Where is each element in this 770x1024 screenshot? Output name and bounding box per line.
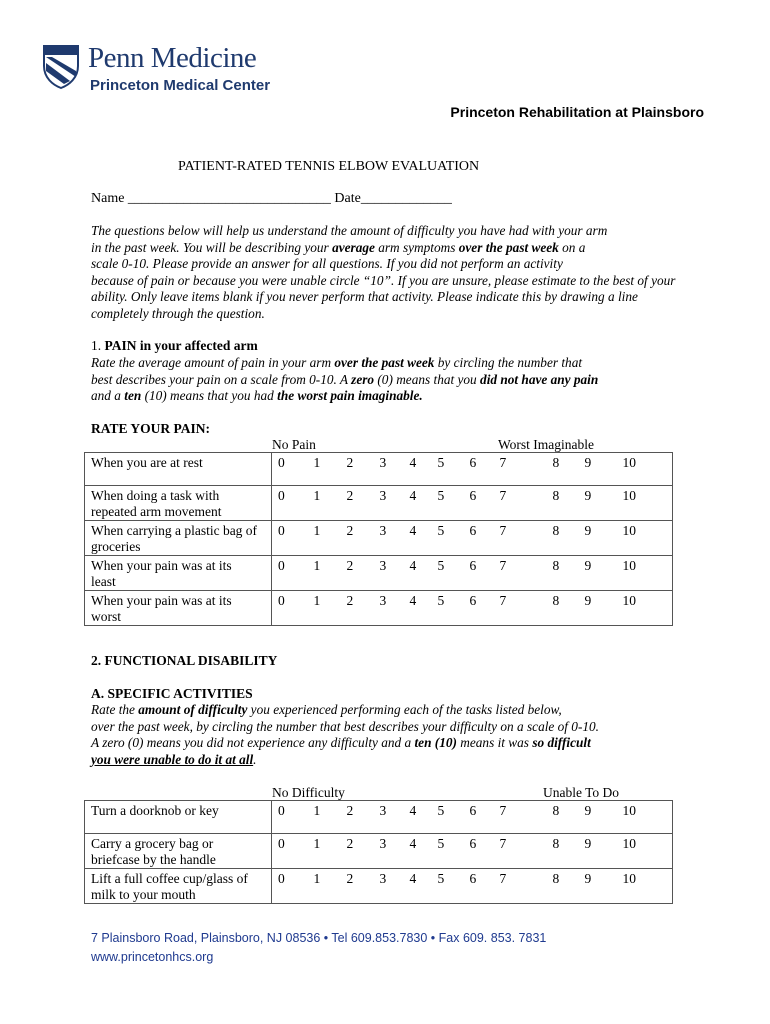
rating-option[interactable]: 5: [437, 523, 445, 538]
difficulty-scale-high-label: Unable To Do: [543, 785, 620, 800]
penn-medicine-logo: [42, 44, 282, 100]
rating-option[interactable]: 2: [346, 803, 354, 818]
rating-option[interactable]: 0: [278, 836, 285, 851]
rating-option[interactable]: 1: [313, 803, 321, 818]
rating-option[interactable]: 10: [623, 591, 673, 626]
rating-option[interactable]: 8: [552, 836, 560, 851]
rating-option[interactable]: 9: [584, 593, 592, 608]
pain-row-label: When carrying a plastic bag of groceries: [85, 521, 272, 556]
rating-option[interactable]: 10: [623, 453, 673, 486]
rating-option[interactable]: 0: [278, 523, 285, 538]
pain-line: Rate the average amount of pain in your arm over the past week by circling the number that: [91, 355, 583, 370]
pain-row-label: When doing a task with repeated arm movement: [85, 486, 272, 521]
rating-option[interactable]: 7: [499, 455, 507, 470]
activity-row: [85, 801, 673, 834]
pain-row-label: When your pain was at its worst: [85, 591, 272, 626]
rating-option[interactable]: 2: [346, 836, 354, 851]
rating-option[interactable]: 2: [346, 558, 354, 573]
intro-line: ability. Only leave items blank if you never perform that activity. Please indicate this by drawing a line: [91, 289, 638, 305]
rating-option[interactable]: 1: [313, 488, 321, 503]
rating-option[interactable]: 4: [409, 803, 417, 818]
intro-line: in the past week. You will be describing your average arm symptoms over the past week on a: [91, 239, 586, 255]
shield-icon: [42, 44, 80, 90]
rating-option[interactable]: 1: [313, 593, 321, 608]
rating-option[interactable]: 8: [552, 871, 560, 886]
pain-scale-high-label: Worst Imaginable: [498, 437, 595, 452]
pain-section-heading: 1. PAIN in your affected arm: [91, 338, 258, 353]
rating-option[interactable]: 8: [552, 803, 560, 818]
functional-line: over the past week, by circling the number that best describes your difficulty on a scale of 0-10.: [91, 718, 600, 734]
rating-option[interactable]: 9: [584, 871, 592, 886]
footer-address: 7 Plainsboro Road, Plainsboro, NJ 08536 • Tel 609.853.7830 • Fax 609. 853. 7831: [91, 931, 547, 945]
difficulty-scale-low-label: No Difficulty: [272, 785, 345, 800]
activity-rating-table: [84, 800, 673, 904]
rating-option[interactable]: 5: [437, 455, 445, 470]
rating-option[interactable]: 3: [379, 836, 387, 851]
pain-row: [85, 486, 673, 521]
rating-option[interactable]: 10: [623, 521, 673, 556]
rating-option[interactable]: 7: [499, 803, 507, 818]
rating-option[interactable]: 3: [379, 871, 387, 886]
activity-row-label: Carry a grocery bag or briefcase by the handle: [85, 834, 272, 869]
rating-option[interactable]: 10: [623, 834, 673, 869]
pain-scale-low-label: No Pain: [272, 437, 316, 452]
rating-option[interactable]: 4: [409, 593, 417, 608]
rating-option[interactable]: 3: [379, 803, 387, 818]
rating-option[interactable]: 8: [552, 558, 560, 573]
functional-instructions: [91, 702, 731, 768]
rating-option[interactable]: 9: [584, 523, 592, 538]
intro-line: completely through the question.: [91, 305, 265, 321]
rating-option[interactable]: 2: [346, 488, 354, 503]
pain-line: and a ten (10) means that you had the worst pain imaginable.: [91, 388, 423, 404]
rating-option[interactable]: 4: [409, 836, 417, 851]
rating-option[interactable]: 5: [437, 488, 445, 503]
rating-option[interactable]: 8: [552, 488, 560, 503]
intro-paragraph: [91, 223, 731, 323]
rating-option[interactable]: 9: [584, 558, 592, 573]
rating-option[interactable]: 3: [379, 558, 387, 573]
rating-option[interactable]: 0: [278, 488, 285, 503]
rating-option[interactable]: 6: [469, 593, 477, 608]
rating-option[interactable]: 1: [313, 455, 321, 470]
rating-option[interactable]: 5: [437, 593, 445, 608]
rating-option[interactable]: 2: [346, 593, 354, 608]
rating-option[interactable]: 2: [346, 455, 354, 470]
intro-line: scale 0-10. Please provide an answer for all questions. If you did not perform an activity: [91, 256, 563, 272]
facility-name: Princeton Rehabilitation at Plainsboro: [450, 104, 704, 120]
rating-option[interactable]: 9: [584, 836, 592, 851]
pain-instructions: [91, 355, 731, 405]
rating-option[interactable]: 3: [379, 455, 387, 470]
logo-title: Penn Medicine: [88, 42, 257, 74]
rating-option[interactable]: 7: [499, 871, 507, 886]
specific-activities-heading: A. SPECIFIC ACTIVITIES: [91, 686, 253, 701]
rating-option[interactable]: 5: [437, 871, 445, 886]
rating-option[interactable]: 4: [409, 455, 417, 470]
intro-line: because of pain or because you were unable circle “10”. If you are unsure, please estimate to the best of your: [91, 272, 676, 288]
rating-option[interactable]: 0: [278, 558, 285, 573]
rating-option[interactable]: 5: [437, 803, 445, 818]
rating-option[interactable]: 8: [552, 523, 560, 538]
form-title: PATIENT-RATED TENNIS ELBOW EVALUATION: [178, 159, 480, 174]
rating-option[interactable]: 5: [437, 836, 445, 851]
name-date-line[interactable]: Name _____________________________ Date_____________: [91, 191, 452, 206]
rating-option[interactable]: 4: [409, 558, 417, 573]
activity-row: [85, 869, 673, 904]
activity-row-label: Lift a full coffee cup/glass of milk to your mouth: [85, 869, 272, 904]
activity-row-label: Turn a doorknob or key: [85, 801, 272, 834]
rating-option[interactable]: 6: [469, 836, 477, 851]
functional-line: you were unable to do it at all.: [91, 751, 257, 767]
rating-option[interactable]: 1: [313, 523, 321, 538]
rating-option[interactable]: 7: [499, 836, 507, 851]
footer-website-link[interactable]: www.princetonhcs.org: [91, 950, 214, 964]
rating-option[interactable]: 0: [278, 455, 285, 470]
pain-row: [85, 591, 673, 626]
pain-row-label: When your pain was at its least: [85, 556, 272, 591]
rating-option[interactable]: 3: [379, 523, 387, 538]
rating-option[interactable]: 10: [623, 801, 673, 834]
rating-option[interactable]: 0: [278, 593, 285, 608]
rating-option[interactable]: 7: [499, 523, 507, 538]
rating-option[interactable]: 9: [584, 803, 592, 818]
rating-option[interactable]: 6: [469, 455, 477, 470]
rating-option[interactable]: 6: [469, 803, 477, 818]
rating-option[interactable]: 4: [409, 871, 417, 886]
rating-option[interactable]: 3: [379, 593, 387, 608]
rating-option[interactable]: 3: [379, 488, 387, 503]
pain-rating-table: [84, 452, 673, 626]
rating-option[interactable]: 8: [552, 455, 560, 470]
pain-row-label: When you are at rest: [85, 453, 272, 486]
rate-your-pain-label: RATE YOUR PAIN:: [91, 421, 210, 436]
intro-line: The questions below will help us understand the amount of difficulty you have had with your arm: [91, 223, 608, 238]
rating-option[interactable]: 6: [469, 488, 477, 503]
rating-option[interactable]: 6: [469, 871, 477, 886]
rating-option[interactable]: 4: [409, 488, 417, 503]
rating-option[interactable]: 7: [499, 558, 507, 573]
rating-option[interactable]: 1: [313, 558, 321, 573]
rating-option[interactable]: 0: [278, 803, 285, 818]
rating-option[interactable]: 0: [278, 871, 285, 886]
rating-option[interactable]: 10: [623, 556, 673, 591]
functional-section-heading: 2. FUNCTIONAL DISABILITY: [91, 653, 278, 668]
pain-row: [85, 521, 673, 556]
rating-option[interactable]: 1: [313, 836, 321, 851]
activity-row: [85, 834, 673, 869]
functional-line: A zero (0) means you did not experience any difficulty and a ten (10) means it was so difficult: [91, 735, 591, 751]
rating-option[interactable]: 9: [584, 455, 592, 470]
rating-option[interactable]: 2: [346, 523, 354, 538]
rating-option[interactable]: 5: [437, 558, 445, 573]
rating-option[interactable]: 10: [623, 869, 673, 904]
rating-option[interactable]: 10: [623, 486, 673, 521]
functional-line: Rate the amount of difficulty you experienced performing each of the tasks listed below,: [91, 702, 562, 717]
rating-option[interactable]: 7: [499, 488, 507, 503]
rating-option[interactable]: 6: [469, 523, 477, 538]
rating-option[interactable]: 9: [584, 488, 592, 503]
rating-option[interactable]: 2: [346, 871, 354, 886]
pain-line: best describes your pain on a scale from 0-10. A zero (0) means that you did not have any pain: [91, 371, 599, 387]
rating-option[interactable]: 1: [313, 871, 321, 886]
rating-option[interactable]: 6: [469, 558, 477, 573]
pain-row: [85, 453, 673, 486]
rating-option[interactable]: 8: [552, 593, 560, 608]
rating-option[interactable]: 7: [499, 593, 507, 608]
rating-option[interactable]: 4: [409, 523, 417, 538]
logo-subtitle: Princeton Medical Center: [90, 77, 271, 94]
pain-row: [85, 556, 673, 591]
